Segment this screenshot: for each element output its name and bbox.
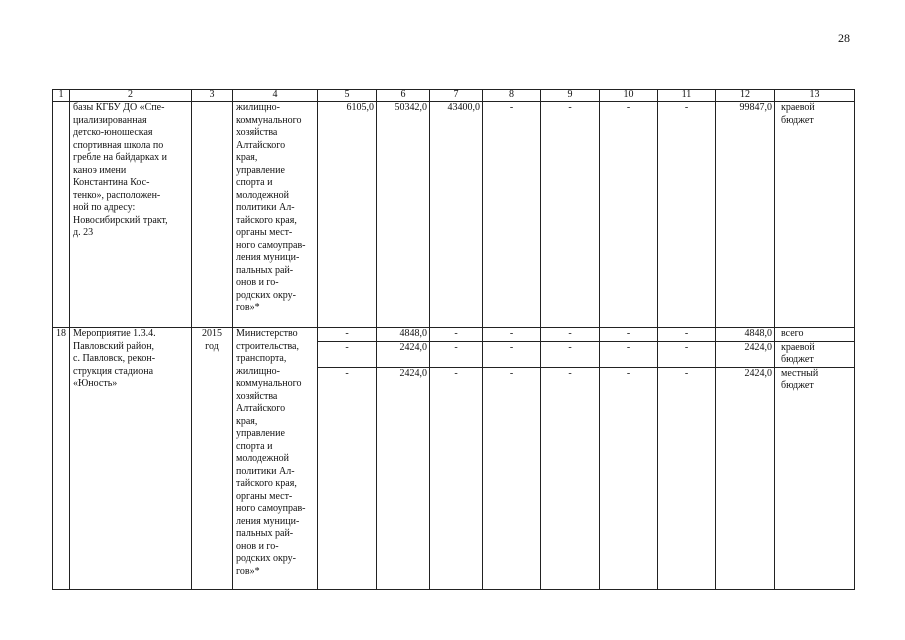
year-cell: 2015 год — [192, 328, 233, 590]
amount-cell: - — [658, 341, 716, 367]
table-row — [53, 328, 855, 342]
amount-cell: - — [483, 341, 541, 367]
column-number: 7 — [430, 90, 483, 102]
column-number: 6 — [377, 90, 430, 102]
column-number: 2 — [70, 90, 192, 102]
amount-cell: - — [318, 341, 377, 367]
amount-cell: 50342,0 — [377, 102, 430, 328]
column-number: 11 — [658, 90, 716, 102]
object-description: Мероприятие 1.3.4. Павловский район, с. Павловск, рекон- струкция стадиона «Юность» — [70, 328, 192, 590]
amount-cell: - — [318, 367, 377, 589]
total-amount-cell: 2424,0 — [716, 367, 775, 589]
row-number-cell: 18 — [53, 328, 70, 590]
amount-cell: - — [318, 328, 377, 342]
funding-source: краевой бюджет — [775, 341, 855, 367]
column-number: 3 — [192, 90, 233, 102]
responsible-executors: Министерство строительства, транспорта, жилищно- коммунального хозяйства Алтайского края, управление спорта и молодежной политики Ал- тайского края, органы мест- ного самоуправ- ления муници- пальных рай- онов и го- родских окру- гов»* — [233, 328, 318, 590]
amount-cell: - — [600, 102, 658, 328]
table-row-continuation — [53, 102, 855, 328]
amount-cell: - — [600, 341, 658, 367]
amount-cell: 4848,0 — [377, 328, 430, 342]
column-number: 12 — [716, 90, 775, 102]
total-amount-cell: 2424,0 — [716, 341, 775, 367]
year-cell — [192, 102, 233, 328]
amount-cell: - — [600, 328, 658, 342]
column-number: 5 — [318, 90, 377, 102]
amount-cell: - — [430, 367, 483, 589]
column-number: 8 — [483, 90, 541, 102]
total-amount-cell: 4848,0 — [716, 328, 775, 342]
amount-cell: - — [658, 367, 716, 589]
amount-cell: - — [430, 328, 483, 342]
amount-cell: - — [600, 367, 658, 589]
amount-cell: - — [658, 328, 716, 342]
amount-cell: 2424,0 — [377, 341, 430, 367]
budget-table — [52, 89, 855, 590]
column-number: 1 — [53, 90, 70, 102]
responsible-executors: жилищно- коммунального хозяйства Алтайского края, управление спорта и молодежной политики Ал- тайского края, органы мест- ного самоуправ- ления муници- пальных рай- онов и го- родских окру- гов»* — [233, 102, 318, 328]
object-description: базы КГБУ ДО «Спе- циализированная детско-юношеская спортивная школа по гребле на байдарках и каноэ имени Константина Кос- тенко», расположен- ной по адресу: Новосибирский тракт, д. 23 — [70, 102, 192, 328]
column-number: 10 — [600, 90, 658, 102]
funding-source: местный бюджет — [775, 367, 855, 589]
amount-cell: 43400,0 — [430, 102, 483, 328]
amount-cell: - — [483, 102, 541, 328]
amount-cell: - — [541, 328, 600, 342]
column-number: 4 — [233, 90, 318, 102]
page-number: 28 — [838, 31, 850, 45]
amount-cell: - — [658, 102, 716, 328]
amount-cell: - — [541, 102, 600, 328]
amount-cell: - — [483, 328, 541, 342]
column-number: 13 — [775, 90, 855, 102]
amount-cell: 6105,0 — [318, 102, 377, 328]
amount-cell: - — [541, 367, 600, 589]
column-numbers-row — [53, 90, 855, 102]
total-amount-cell: 99847,0 — [716, 102, 775, 328]
amount-cell: 2424,0 — [377, 367, 430, 589]
funding-source: всего — [775, 328, 855, 342]
funding-source: краевой бюджет — [775, 102, 855, 328]
row-number-cell — [53, 102, 70, 328]
column-number: 9 — [541, 90, 600, 102]
amount-cell: - — [541, 341, 600, 367]
amount-cell: - — [430, 341, 483, 367]
amount-cell: - — [483, 367, 541, 589]
